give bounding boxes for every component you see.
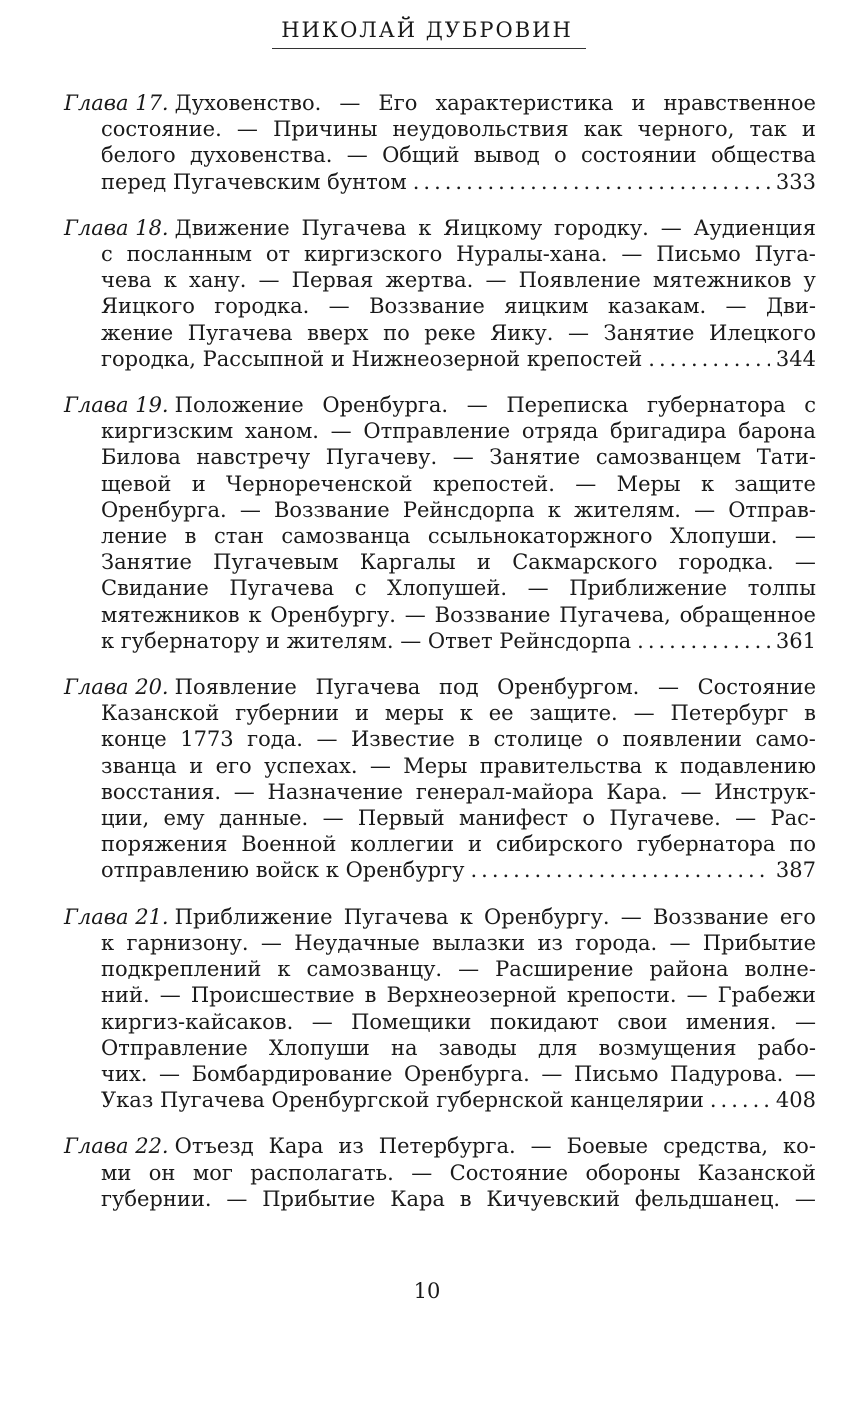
- toc-line-text: подкреплений к самозванцу. — Расширение района волне-: [101, 957, 816, 982]
- leader-dots: [413, 169, 770, 195]
- toc-line-text: восстания. — Назначение генерал-майора Кара. — Инструк-: [101, 779, 816, 804]
- toc-line: [64, 857, 816, 883]
- toc-line-text: Приближение Пугачева к Оренбургу. — Воззвание его: [174, 904, 816, 929]
- toc-line-text: отправлению войск к Оренбургу: [101, 858, 465, 883]
- chapter-label: Глава 18.: [64, 215, 169, 240]
- toc-line: [64, 549, 816, 575]
- toc-line: [64, 1087, 816, 1113]
- toc-line: [64, 1061, 816, 1087]
- header-rule: [272, 48, 586, 49]
- chapter-label: Глава 21.: [64, 904, 169, 929]
- toc-line: [64, 90, 816, 116]
- toc-line: [64, 674, 816, 700]
- toc-line: [64, 956, 816, 982]
- toc-line-text: состояние. — Причины неудовольствия как черного, так и: [101, 117, 816, 142]
- toc-line: [64, 930, 816, 956]
- toc-line-text: ний. — Происшествие в Верхнеозерной крепости. — Грабежи: [101, 983, 816, 1008]
- toc-line-text: Духовенство. — Его характеристика и нравственное: [174, 91, 816, 115]
- toc-line: [64, 293, 816, 319]
- toc-entry: [64, 392, 816, 654]
- toc-entry: [64, 215, 816, 372]
- toc-line: [64, 346, 816, 372]
- toc-entry: [64, 1133, 816, 1212]
- running-header: НИКОЛАЙ ДУБРОВИН: [281, 18, 573, 42]
- toc-entry: [64, 90, 816, 195]
- toc-line: [64, 602, 816, 628]
- toc-line: [64, 805, 816, 831]
- page-number: 10: [413, 1279, 441, 1303]
- leader-dots: [470, 857, 769, 883]
- toc-line: [64, 215, 816, 241]
- toc-line-text: мятежников к Оренбургу. — Воззвание Пугачева, обращенное: [101, 602, 816, 627]
- toc-line: [64, 1186, 816, 1212]
- toc-line-text: Занятие Пугачевым Каргалы и Сакмарского городка. —: [101, 550, 816, 575]
- toc-line: [64, 982, 816, 1008]
- toc-line-text: поряжения Военной коллегии и сибирского губернатора по: [101, 832, 816, 857]
- toc-line: [64, 418, 816, 444]
- toc-line: [64, 497, 816, 523]
- toc-entry: [64, 674, 816, 884]
- toc-line: [64, 628, 816, 654]
- toc-line-text: Указ Пугачева Оренбургской губернской канцелярии: [101, 1088, 704, 1113]
- page-ref: 361: [775, 628, 816, 653]
- toc-line-text: Казанской губернии и меры к ее защите. — Петербург в: [101, 701, 816, 726]
- chapter-label: Глава 19.: [64, 393, 169, 418]
- toc-line: [64, 471, 816, 497]
- toc-entry: [64, 904, 816, 1114]
- toc-line-text: Свидание Пугачева с Хлопушей. — Приближение толпы: [101, 576, 816, 601]
- table-of-contents: [64, 90, 816, 1232]
- toc-line-text: Движение Пугачева к Яицкому городку. — Аудиенция: [174, 215, 816, 240]
- page-ref: 333: [775, 169, 816, 194]
- toc-line: [64, 779, 816, 805]
- toc-line-text: губернии. — Прибытие Кара в Кичуевский фельдшанец. —: [101, 1186, 816, 1211]
- toc-line-text: к гарнизону. — Неудачные вылазки из города. — Прибытие: [101, 930, 816, 955]
- toc-line-text: Отправление Хлопуши на заводы для возмущения рабо-: [101, 1035, 816, 1060]
- toc-line: [64, 1133, 816, 1159]
- leader-dots: [710, 1087, 770, 1113]
- toc-line-text: киргиз-кайсаков. — Помещики покидают свои имения. —: [101, 1009, 816, 1034]
- toc-line-text: белого духовенства. — Общий вывод о состоянии общества: [101, 143, 816, 168]
- toc-line: [64, 904, 816, 930]
- toc-line-text: киргизским ханом. — Отправление отряда бригадира барона: [101, 419, 816, 444]
- toc-line-text: щевой и Чернореченской крепостей. — Меры к защите: [101, 471, 816, 496]
- toc-line: [64, 700, 816, 726]
- leader-dots: [637, 628, 770, 654]
- toc-line-text: Появление Пугачева под Оренбургом. — Состояние: [174, 675, 816, 700]
- leader-dots: [648, 346, 770, 372]
- toc-line-text: с посланным от киргизского Нуралы-хана. — Письмо Пуга-: [101, 242, 816, 267]
- toc-line: [64, 523, 816, 549]
- toc-line-text: к губернатору и жителям. — Ответ Рейнсдорпа: [101, 628, 632, 653]
- toc-line-text: ми он мог располагать. — Состояние обороны Казанской: [101, 1160, 816, 1185]
- toc-line-text: Отъезд Кара из Петербурга. — Боевые средства, ко-: [174, 1134, 816, 1159]
- toc-line-text: городка, Рассыпной и Нижнеозерной крепостей: [101, 346, 643, 371]
- toc-line-text: званца и его успехах. — Меры правительства к подавлению: [101, 753, 816, 778]
- chapter-label: Глава 20.: [64, 675, 169, 700]
- toc-line-text: Оренбурга. — Воззвание Рейнсдорпа к жителям. — Отправ-: [101, 497, 816, 522]
- toc-line: [64, 320, 816, 346]
- chapter-label: Глава 17.: [64, 91, 169, 115]
- toc-line: [64, 1035, 816, 1061]
- toc-line: [64, 444, 816, 470]
- toc-line: [64, 241, 816, 267]
- toc-line: [64, 575, 816, 601]
- toc-line: [64, 753, 816, 779]
- toc-line: [64, 726, 816, 752]
- toc-line-text: Положение Оренбурга. — Переписка губернатора с: [174, 393, 816, 418]
- toc-line-text: чих. — Бомбардирование Оренбурга. — Письмо Падурова. —: [101, 1061, 816, 1086]
- toc-line: [64, 142, 816, 168]
- toc-line: [64, 1009, 816, 1035]
- toc-line-text: чева к хану. — Первая жертва. — Появление мятежников у: [101, 268, 816, 293]
- toc-line-text: Билова навстречу Пугачеву. — Занятие самозванцем Тати-: [101, 445, 816, 470]
- toc-line: [64, 169, 816, 195]
- toc-line-text: конце 1773 года. — Известие в столице о появлении само-: [101, 727, 816, 752]
- toc-line: [64, 116, 816, 142]
- toc-line: [64, 831, 816, 857]
- toc-line: [64, 1160, 816, 1186]
- toc-line-text: ции, ему данные. — Первый манифест о Пугачеве. — Рас-: [101, 806, 816, 831]
- toc-line-text: жение Пугачева вверх по реке Яику. — Занятие Илецкого: [101, 320, 816, 345]
- chapter-label: Глава 22.: [64, 1134, 169, 1159]
- page-ref: 408: [775, 1088, 816, 1113]
- toc-line-text: перед Пугачевским бунтом: [101, 169, 407, 194]
- page-ref: 387: [775, 858, 816, 883]
- toc-line-text: ление в стан самозванца ссыльнокаторжного Хлопуши. —: [101, 524, 816, 549]
- toc-line: [64, 392, 816, 418]
- toc-line: [64, 267, 816, 293]
- page-ref: 344: [775, 346, 816, 371]
- toc-line-text: Яицкого городка. — Воззвание яицким казакам. — Дви-: [101, 294, 816, 319]
